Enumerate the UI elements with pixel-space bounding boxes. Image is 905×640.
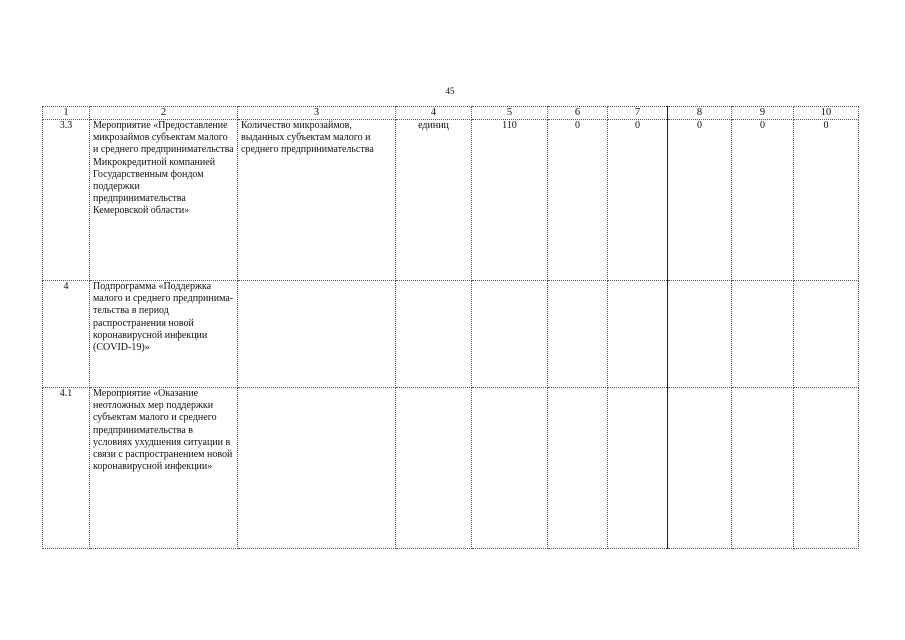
value-col-5: 110 [472, 120, 548, 281]
subprogram-name: Подпрограмма «Поддержка малого и среднего предпринима-тельства в период распространения новой коронавирусной инфекции (COVID-19)» [90, 281, 238, 388]
value-col-9 [732, 281, 794, 388]
table-row [43, 281, 859, 388]
unit-of-measure [396, 281, 472, 388]
value-col-8: 0 [668, 120, 732, 281]
row-number: 4.1 [43, 388, 90, 549]
value-col-7: 0 [608, 120, 668, 281]
activity-name: Мероприятие «Оказание неотложных мер поддержки субъектам малого и среднего предпринимательства в условиях ухудшения ситуации в связи с распространением новой коронавирусной инфекции» [90, 388, 238, 549]
column-number-4: 4 [396, 107, 472, 120]
page-number: 45 [445, 86, 455, 96]
column-number-9: 9 [732, 107, 794, 120]
unit-of-measure: единиц [396, 120, 472, 281]
column-number-5: 5 [472, 107, 548, 120]
indicator-name [238, 388, 396, 549]
value-col-6 [548, 388, 608, 549]
value-col-10 [794, 388, 859, 549]
value-col-8 [668, 388, 732, 549]
value-col-10 [794, 281, 859, 388]
column-number-10: 10 [794, 107, 859, 120]
value-col-6 [548, 281, 608, 388]
value-col-10: 0 [794, 120, 859, 281]
value-col-5 [472, 281, 548, 388]
indicator-name: Количество микрозаймов, выданных субъектам малого и среднего предпринимательства [238, 120, 396, 281]
value-col-9 [732, 388, 794, 549]
column-number-2: 2 [90, 107, 238, 120]
row-number: 3.3 [43, 120, 90, 281]
column-number-7: 7 [608, 107, 668, 120]
table-row [43, 388, 859, 549]
value-col-5 [472, 388, 548, 549]
value-col-6: 0 [548, 120, 608, 281]
column-number-1: 1 [43, 107, 90, 120]
value-col-7 [608, 281, 668, 388]
value-col-7 [608, 388, 668, 549]
column-number-6: 6 [548, 107, 608, 120]
indicator-name [238, 281, 396, 388]
unit-of-measure [396, 388, 472, 549]
row-number: 4 [43, 281, 90, 388]
column-number-3: 3 [238, 107, 396, 120]
table-row [43, 120, 859, 281]
activity-name: Мероприятие «Предоставление микрозаймов субъектам малого и среднего предпринимательства Микрокредитной компанией Государственным фондом поддержки предпринимательства Кемеровской области» [90, 120, 238, 281]
value-col-9: 0 [732, 120, 794, 281]
program-indicators-table [42, 106, 859, 549]
table-header-row [43, 107, 859, 120]
value-col-8 [668, 281, 732, 388]
column-number-8: 8 [668, 107, 732, 120]
